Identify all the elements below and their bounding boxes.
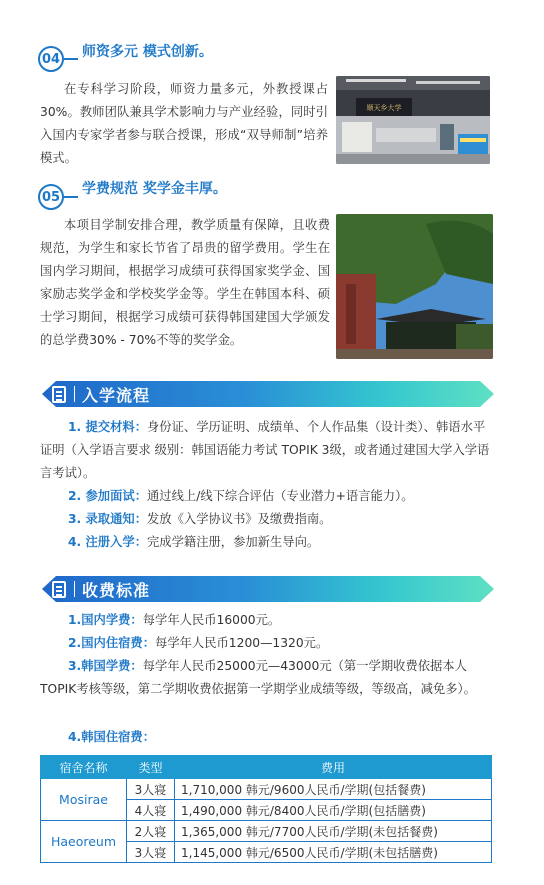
list-item (68, 609, 492, 632)
section-banner-fees (42, 576, 494, 602)
divider (64, 58, 78, 60)
item-text: 完成学籍注册，参加新生导向。 (147, 535, 320, 549)
table-row (41, 779, 492, 800)
list-item (68, 485, 492, 508)
item-text: 每学年人民币16000元。 (142, 613, 281, 627)
room-type-cell: 3人寝 (127, 779, 175, 800)
item-label: 4. 注册入学： (68, 535, 147, 549)
list-item (40, 655, 492, 701)
dorm-fee-table (40, 755, 492, 863)
item-text: 每学年人民币1200—1320元。 (155, 636, 329, 650)
table-header-row (41, 756, 492, 779)
divider (64, 196, 78, 198)
list-item (68, 726, 492, 749)
section-title: 师资多元 模式创新。 (82, 44, 213, 60)
item-label: 1.国内学费： (68, 613, 143, 627)
section-banner-admission (42, 381, 494, 407)
fee-cell: 1,145,000 韩元/6500人民币/学期(未包括膳费) (175, 842, 492, 863)
list-item (68, 531, 492, 554)
item-label: 3.韩国学费： (68, 659, 143, 673)
list-item (68, 508, 492, 531)
room-type-cell: 4人寝 (127, 800, 175, 821)
list-item (40, 416, 492, 485)
column-header: 宿舍名称 (41, 756, 127, 779)
dorm-name-cell: Mosirae (41, 779, 127, 821)
item-label: 4.韩国住宿费： (68, 730, 156, 744)
item-label: 2.国内住宿费： (68, 636, 156, 650)
room-type-cell: 3人寝 (127, 842, 175, 863)
wall-sign: 顺天乡大学 (366, 104, 402, 112)
item-label: 2. 参加面试： (68, 489, 147, 503)
section-title: 学费规范 奖学金丰厚。 (82, 181, 227, 197)
section-number-badge: 05 (38, 184, 64, 210)
section-text: 本项目学制安排合理，教学质量有保障，且收费规范，为学生和家长节省了昂贵的留学费用。学生在国内学习期间，根据学习成绩可获得国家奖学金、国家励志奖学金和学校奖学金等。学生在韩国本科、硕士学习期间，根据学习成绩可获得韩国建国大学颁发的总学费30% - 70%不等的奖学金。 (40, 218, 330, 347)
item-text: 身份证、学历证明、成绩单、个人作品集（设计类）、韩语水平证明（入学语言要求 级别：韩国语能力考试 TOPIK 3级，或者通过建国大学入学语言考试）。 (40, 420, 490, 480)
campus-photo-image (336, 214, 493, 359)
item-text: 发放《入学协议书》及缴费指南。 (147, 512, 332, 526)
item-label: 3. 录取通知： (68, 512, 147, 526)
campus-photo (336, 214, 493, 359)
office-photo (336, 76, 490, 164)
room-type-cell: 2人寝 (127, 821, 175, 842)
banner-title: 入学流程 (82, 385, 151, 405)
document-icon (52, 386, 66, 403)
dorm-name-cell: Haeoreum (41, 821, 127, 863)
section-number-badge: 04 (38, 46, 64, 72)
document-icon (52, 581, 66, 598)
table-row (41, 821, 492, 842)
fee-cell: 1,710,000 韩元/9600人民币/学期(包括餐费) (175, 779, 492, 800)
office-photo-image (336, 76, 490, 164)
item-text: 通过线上/线下综合评估（专业潜力+语言能力）。 (147, 489, 414, 503)
banner-title: 收费标准 (82, 580, 151, 600)
item-text: 每学年人民币25000元—43000元（第一学期收费依据本人TOPIK考核等级，第二学期收费依据第一学期学业成绩等级，等级高，减免多）。 (40, 659, 476, 696)
column-header: 类型 (127, 756, 175, 779)
section-text: 在专科学习阶段，师资力量多元，外教授课占30%。教师团队兼具学术影响力与产业经验，同时引入国内专家学者参与联合授课，形成“双导师制”培养模式。 (40, 82, 328, 165)
list-item (68, 632, 492, 655)
item-label: 1. 提交材料： (68, 420, 147, 434)
fee-cell: 1,490,000 韩元/8400人民币/学期(包括膳费) (175, 800, 492, 821)
fee-cell: 1,365,000 韩元/7700人民币/学期(未包括餐费) (175, 821, 492, 842)
column-header: 费用 (175, 756, 492, 779)
